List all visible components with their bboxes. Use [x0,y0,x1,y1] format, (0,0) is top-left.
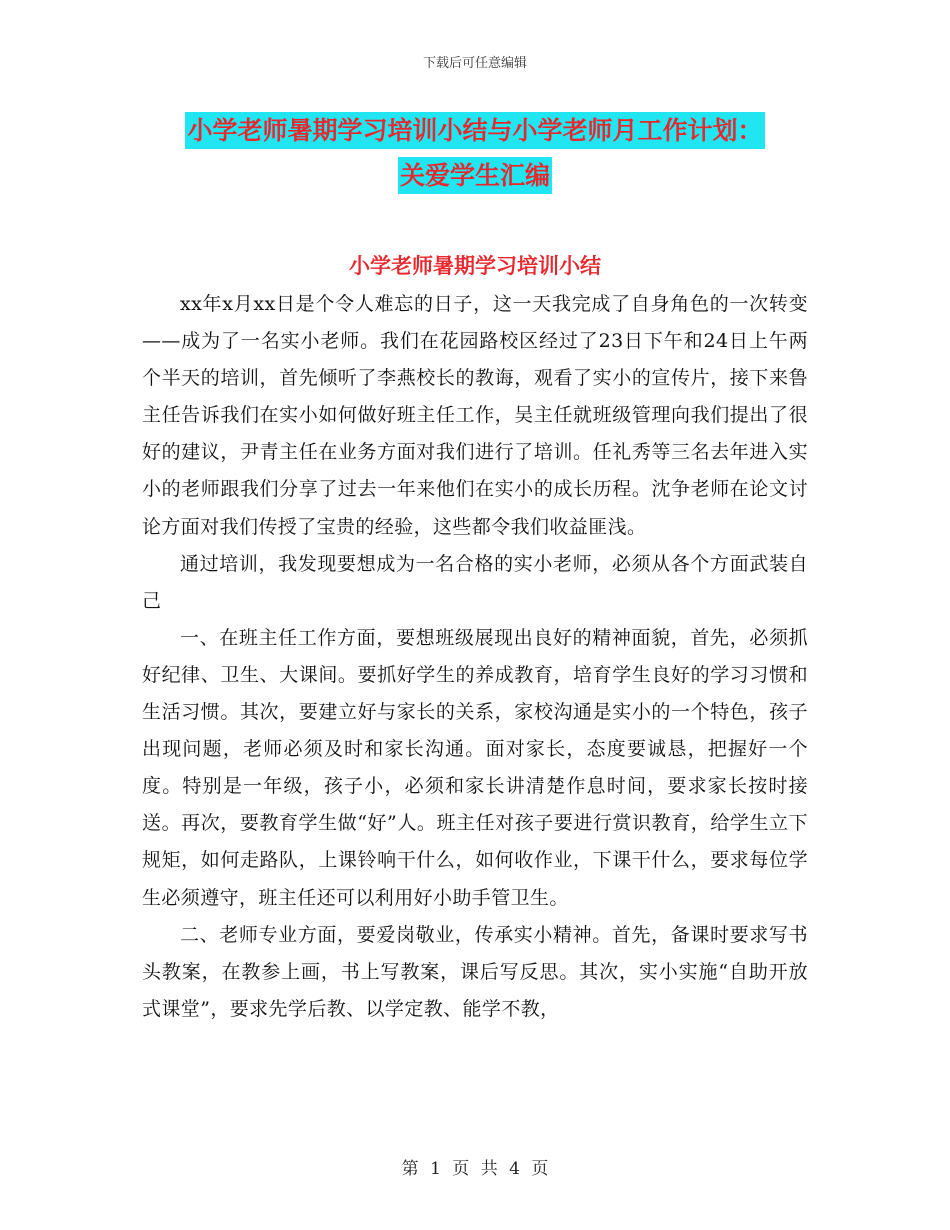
paragraph: 二、老师专业方面，要爱岗敬业，传承实小精神。首先，备课时要求写书头教案，在教参上画，书上写教案，课后写反思。其次，实小实施“自助开放式课堂”，要求先学后教、以学定教、能学不教， [142,923,808,1020]
paragraph: 通过培训，我发现要想成为一名合格的实小老师，必须从各个方面武装自己 [142,552,808,612]
paragraph: 一、在班主任工作方面，要想班级展现出良好的精神面貌，首先，必须抓好纪律、卫生、大课间。要抓好学生的养成教育，培育学生良好的学习习惯和生活习惯。其次，要建立好与家长的关系，家校沟通是实小的一个特色，孩子出现问题，老师必须及时和家长沟通。面对家长，态度要诚恳，把握好一个度。特别是一年级，孩子小，必须和家长讲清楚作息时间，要求家长按时接送。再次，要教育学生做“好”人。班主任对孩子要进行赏识教育，给学生立下规矩，如何走路队，上课铃响干什么，如何收作业，下课干什么，要求每位学生必须遵守，班主任还可以利用好小助手管卫生。 [142,626,808,909]
section-title: 小学老师暑期学习培训小结 [349,253,601,278]
header-note: 下载后可任意编辑 [422,56,527,71]
page-footer: 第 1 页 共 4 页 [401,1159,549,1179]
document-title [0,108,950,198]
paragraph: xx年x月xx日是个令人难忘的日子，这一天我完成了自身角色的一次转变——成为了一名实小老师。我们在花园路校区经过了23日下午和24日上午两个半天的培训，首先倾听了李燕校长的教诲，观看了实小的宣传片，接下来鲁主任告诉我们在实小如何做好班主任工作，吴主任就班级管理向我们提出了很好的建议，尹青主任在业务方面对我们进行了培训。任礼秀等三名去年进入实小的老师跟我们分享了过去一年来他们在实小的成长历程。沈争老师在论文讨论方面对我们传授了宝贵的经验，这些都令我们收益匪浅。 [142,293,808,538]
body-text [142,286,808,1028]
title-line-2: 关爱学生汇编 [398,157,552,194]
title-line-1: 小学老师暑期学习培训小结与小学老师月工作计划： [185,112,764,149]
